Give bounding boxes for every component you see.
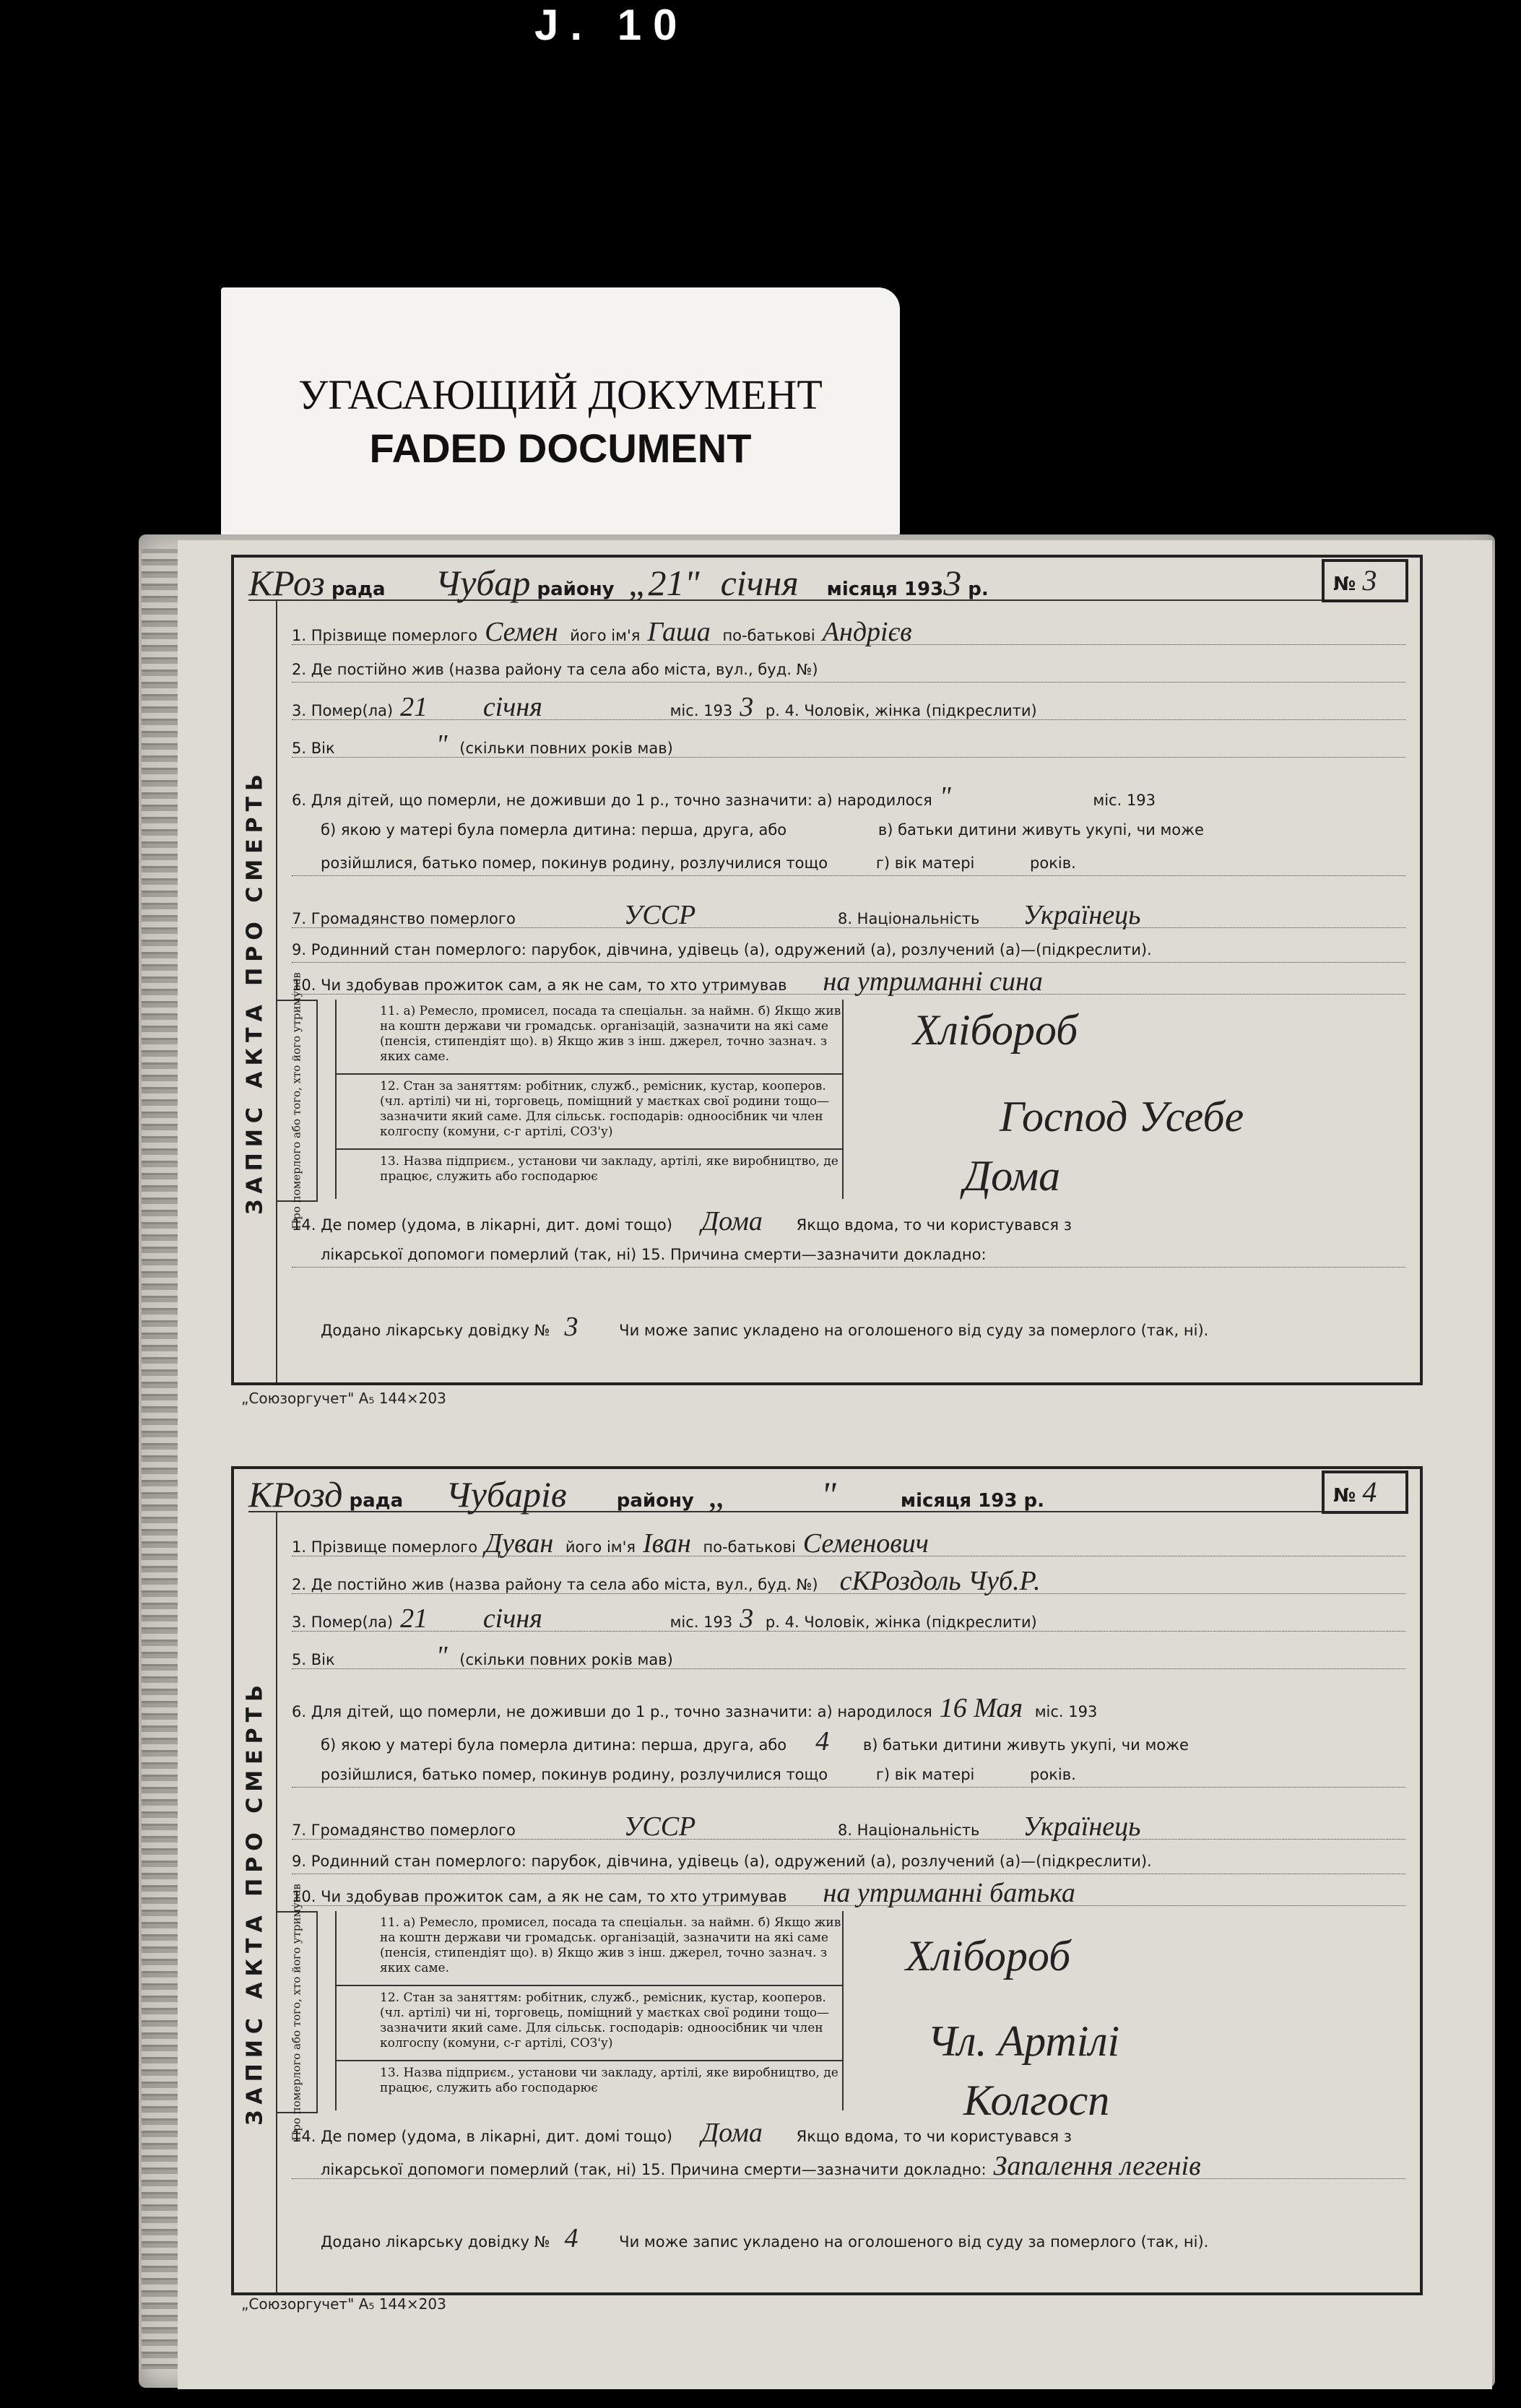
field-marital-status: 9. Родинний стан померлого: парубок, дівчина, удівець (а), одружений (а), розлучений (а)—(підкреслити). [292, 1850, 1405, 1874]
field-age: 5. Вік " (скільки повних років мав) [292, 734, 1405, 758]
form-stamp: „Союзоргучет" А₅ 144×203 [241, 2295, 446, 2313]
field-support: 10. Чи здобував прожиток сам, а як не сам, то хто утримував на утриманні батька [292, 1882, 1405, 1906]
field-child-info: 6. Для дітей, що померли, не доживши до 1 р., точно зазначити: а) народилося 16 Мая міс. 193 [292, 1693, 1098, 1723]
death-record-2 [231, 1466, 1423, 2295]
faded-label-ru: УГАСАЮЩИЙ ДОКУМЕНТ [298, 371, 823, 418]
occupation-value: Хлібороб [906, 1932, 1071, 1980]
status-value: Господ Усебе [1000, 1093, 1244, 1140]
field-child-info: 6. Для дітей, що померли, не доживши до 1 р., точно зазначити: а) народилося " міс. 193 [292, 781, 1156, 812]
field-death-date: 3. Помер(ла) 21 січня міс. 193 3 р. 4. Чоловік, жінка (підкреслити) [292, 696, 1405, 720]
field-death-place: 14. Де помер (удома, в лікарні, дит. домі тощо) Дома Якщо вдома, то чи користувався з [292, 2118, 1072, 2148]
field-residence: 2. Де постійно жив (назва району та села або міста, вул., буд. №) сКРоздоль Чуб.Р. [292, 1570, 1405, 1594]
status-value: Чл. Артілі [927, 2017, 1120, 2065]
occupation-side-label: Про померлого або того, хто його утримував [277, 1000, 318, 1202]
field-residence: 2. Де постійно жив (назва району та села або міста, вул., буд. №) [292, 659, 1405, 683]
faded-label-en: FADED DOCUMENT [369, 425, 752, 471]
field-child-order: б) якою у матері була померла дитина: перша, друга, або 4 в) батьки дитини живуть укупі, чи може [321, 1726, 1189, 1757]
field-death-place: 14. Де помер (удома, в лікарні, дит. домі тощо) Дома Якщо вдома, то чи користувався з [292, 1206, 1072, 1237]
occupation-block: 11. а) Ремесло, промисел, посада та спеціальн. за наймн. б) Якщо жив на коштн держави чи громадськ. організацій, зазначити на які саме (пенсія, стипендіят що). в) Якщо жив з інш. джерел, точно зазнач. з яких саме. 12. Стан за заняттям: робітник, служб., ремісник, кустар, кооперов. (чл. артілі) чи ні, торговець, поміщний у маєтках свої родини тощо—зазначити який саме. Для сільськ. господарів: одноосібник чи член колгоспу (комуни, с-г артілі, СОЗ'у) 13. Назва підприєм., установи чи закладу, артілі, яке виробництво, де працює, служить або господарює [335, 1000, 844, 1199]
field-citizenship: 7. Громадянство померлого УССР 8. Національність Українець [292, 1816, 1405, 1840]
field-cause: лікарської допомоги померлий (так, ні) 15. Причина смерти—зазначити докладно: [292, 1244, 1405, 1268]
field-name: 1. Прізвище померлого Дуван його ім'я Іван по-батькові Семенович [292, 1533, 1405, 1556]
field-parents: розійшлися, батько помер, покинув родину, розлучилися тощо г) вік матері років. [292, 852, 1405, 876]
archive-number: J. 10 [534, 1, 689, 49]
field-citizenship: 7. Громадянство померлого УССР 8. Національність Українець [292, 904, 1405, 928]
field-age: 5. Вік " (скільки повних років мав) [292, 1645, 1405, 1669]
side-title: ЗАПИС АКТА ПРО СМЕРТЬ [234, 601, 277, 1382]
field-support: 10. Чи здобував прожиток сам, а як не сам, то хто утримував на утриманні сина [292, 971, 1405, 995]
field-marital-status: 9. Родинний стан померлого: парубок, дівчина, удівець (а), одружений (а), розлучений (а)—(підкреслити). [292, 939, 1405, 963]
field-name: 1. Прізвище померлого Семен його ім'я Гаша по-батькові Андрієв [292, 621, 1405, 645]
death-record-1 [231, 555, 1423, 1385]
form-stamp: „Союзоргучет" А₅ 144×203 [241, 1390, 446, 1407]
field-certificate: Додано лікарську довідку № 3 Чи може запис укладено на оголошеного від суду за померлого (так, ні). [321, 1312, 1209, 1342]
field-cause: лікарської допомоги померлий (так, ні) 15. Причина смерти—зазначити докладно: Запалення легенів [292, 2155, 1405, 2179]
occupation-value: Хлібороб [913, 1006, 1078, 1054]
field-certificate: Додано лікарську довідку № 4 Чи може запис укладено на оголошеного від суду за померлого (так, ні). [321, 2223, 1209, 2253]
record-header: КРоз рада Чубар району „21" січня місяця 1933 р. № 3 [248, 562, 1405, 601]
record-number: № 4 [1322, 1471, 1408, 1514]
field-death-date: 3. Помер(ла) 21 січня міс. 193 3 р. 4. Чоловік, жінка (підкреслити) [292, 1608, 1405, 1632]
workplace-value: Колгосп [963, 2076, 1110, 2124]
record-number: № 3 [1322, 559, 1408, 602]
field-child-order: б) якою у матері була померла дитина: перша, друга, або в) батьки дитини живуть укупі, чи може [321, 821, 1204, 839]
occupation-block: 11. а) Ремесло, промисел, посада та спеціальн. за наймн. б) Якщо жив на коштн держави чи громадськ. організацій, зазначити на які саме (пенсія, стипендіят що). в) Якщо жив з інш. джерел, точно зазнач. з яких саме. 12. Стан за заняттям: робітник, служб., ремісник, кустар, кооперов. (чл. артілі) чи ні, торговець, поміщний у маєтках свої родини тощо—зазначити який саме. Для сільськ. господарів: одноосібник чи член колгоспу (комуни, с-г артілі, СОЗ'у) 13. Назва підприєм., установи чи закладу, артілі, яке виробництво, де працює, служить або господарює [335, 1911, 844, 2110]
record-header: КРозд рада Чубарів району „ " місяця 193 р. № 4 [248, 1473, 1405, 1512]
faded-document-label [221, 287, 900, 537]
side-title: ЗАПИС АКТА ПРО СМЕРТЬ [234, 1512, 277, 2292]
occupation-side-label: Про померлого або того, хто його утримував [277, 1911, 318, 2113]
workplace-value: Дома [963, 1152, 1061, 1200]
field-parents: розійшлися, батько помер, покинув родину, розлучилися тощо г) вік матері років. [292, 1764, 1405, 1788]
